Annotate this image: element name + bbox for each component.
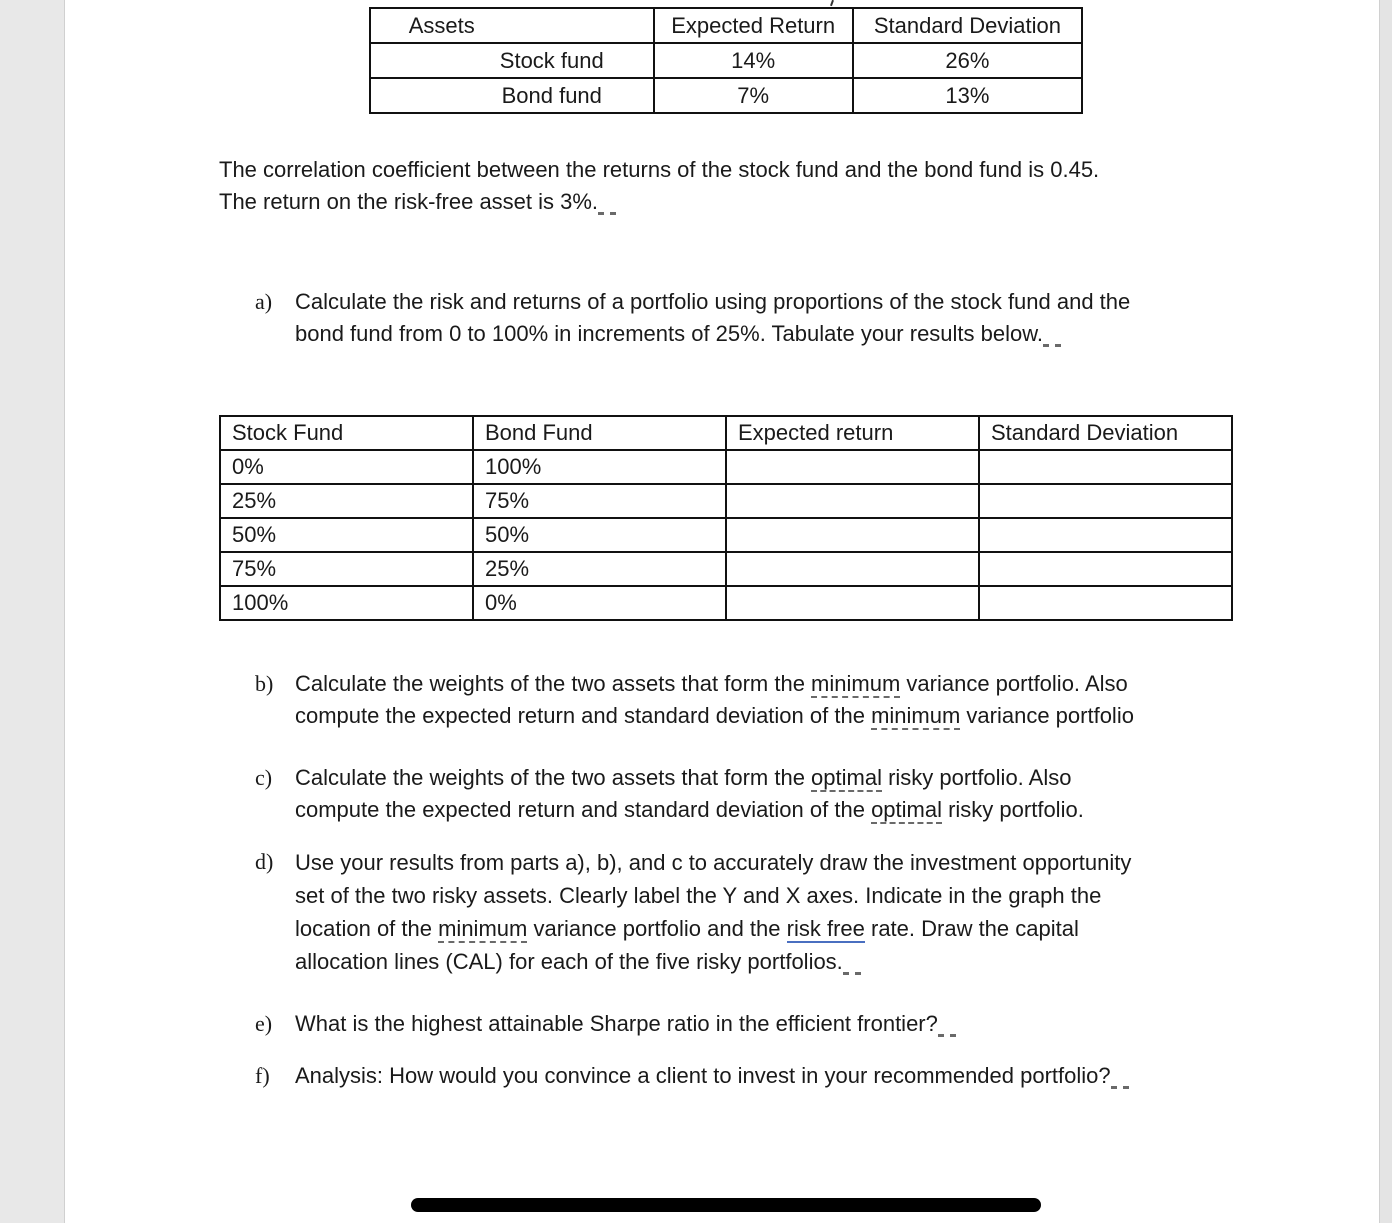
table-row (370, 78, 1082, 113)
table-cell: 0% (220, 450, 473, 484)
results-table (219, 415, 1233, 621)
header-cell: Standard Deviation (979, 416, 1232, 450)
question-letter: a) (255, 289, 273, 314)
table-cell: Stock fund (370, 43, 654, 78)
question-letter: d) (255, 849, 274, 874)
table-cell[interactable] (726, 484, 979, 518)
table-cell: 0% (473, 586, 726, 620)
question-text: Analysis: How would you convince a client to invest in your recommended portfolio? (295, 1060, 1129, 1092)
table-cell[interactable] (726, 552, 979, 586)
table-cell: 7% (654, 78, 853, 113)
proofing-mark: minimum (811, 671, 901, 696)
header-cell: Expected return (726, 416, 979, 450)
header-cell: Expected Return (654, 8, 853, 43)
table-row (220, 586, 1232, 620)
table-cell: 100% (473, 450, 726, 484)
intro-paragraph (219, 154, 1099, 218)
intro-line: The correlation coefficient between the returns of the stock fund and the bond fund is 0.45. (219, 157, 1100, 182)
table-row (220, 518, 1232, 552)
proofing-mark: minimum (438, 916, 528, 941)
table-cell: 75% (220, 552, 473, 586)
question-letter: c) (255, 765, 273, 790)
table-cell[interactable] (979, 552, 1232, 586)
assets-table (369, 7, 1083, 114)
table-cell[interactable] (979, 484, 1232, 518)
table-row (220, 484, 1232, 518)
table-cell[interactable] (979, 586, 1232, 620)
table-cell: 100% (220, 586, 473, 620)
table-row (220, 552, 1232, 586)
table-cell: 26% (853, 43, 1082, 78)
table-cell: 25% (220, 484, 473, 518)
question-letter: b) (255, 671, 274, 696)
table-row (220, 450, 1232, 484)
proofing-mark: optimal (871, 797, 942, 822)
header-cell: Standard Deviation (853, 8, 1082, 43)
question-text: Calculate the risk and returns of a portfolio using proportions of the stock fund and the bond fund from 0 to 100% in increments of 25%. Tabulate your results below. (295, 289, 1131, 346)
question-text: Use your results from parts a), b), and c to accurately draw the investment opportunity set of the two risky assets. Clearly label the Y and X axes. Indicate in the graph the location of the minimum variance portfolio and the risk free rate. Draw the capital allocation lines (CAL) for each of the five risky portfolios. (295, 850, 1132, 974)
table-cell: 50% (220, 518, 473, 552)
question-text: Calculate the weights of the two assets that form the minimum variance portfolio. Also compute the expected return and standard deviation of the minimum variance portfolio (295, 671, 1134, 728)
table-cell: 75% (473, 484, 726, 518)
table-cell: 13% (853, 78, 1082, 113)
table-cell[interactable] (979, 518, 1232, 552)
proofing-mark (1111, 1086, 1129, 1089)
proofing-mark (938, 1034, 956, 1037)
header-cell: Assets (370, 8, 654, 43)
table-row (370, 43, 1082, 78)
table-cell[interactable] (726, 586, 979, 620)
right-margin (1380, 0, 1392, 1223)
table-header-row (220, 416, 1232, 450)
table-cell[interactable] (726, 450, 979, 484)
grammar-mark: risk free (786, 916, 865, 941)
table-cell[interactable] (979, 450, 1232, 484)
proofing-mark: optimal (811, 765, 882, 790)
proofing-mark (1043, 344, 1061, 347)
table-cell[interactable] (726, 518, 979, 552)
table-cell: 14% (654, 43, 853, 78)
table-cell: 25% (473, 552, 726, 586)
table-cell: 50% (473, 518, 726, 552)
intro-line: The return on the risk-free asset is 3%. (219, 186, 1099, 218)
table-header-row (370, 8, 1082, 43)
question-text: Calculate the weights of the two assets that form the optimal risky portfolio. Also compute the expected return and standard deviation of the optimal risky portfolio. (295, 765, 1084, 822)
question-letter: f) (255, 1063, 270, 1088)
header-cell: Stock Fund (220, 416, 473, 450)
table-cell: Bond fund (370, 78, 654, 113)
horizontal-scrollbar[interactable] (411, 1198, 1041, 1212)
header-cell: Bond Fund (473, 416, 726, 450)
question-letter: e) (255, 1011, 273, 1036)
proofing-mark (598, 212, 616, 215)
question-text: What is the highest attainable Sharpe ratio in the efficient frontier? (295, 1008, 956, 1040)
proofing-mark (843, 972, 861, 975)
proofing-mark: minimum (871, 703, 961, 728)
